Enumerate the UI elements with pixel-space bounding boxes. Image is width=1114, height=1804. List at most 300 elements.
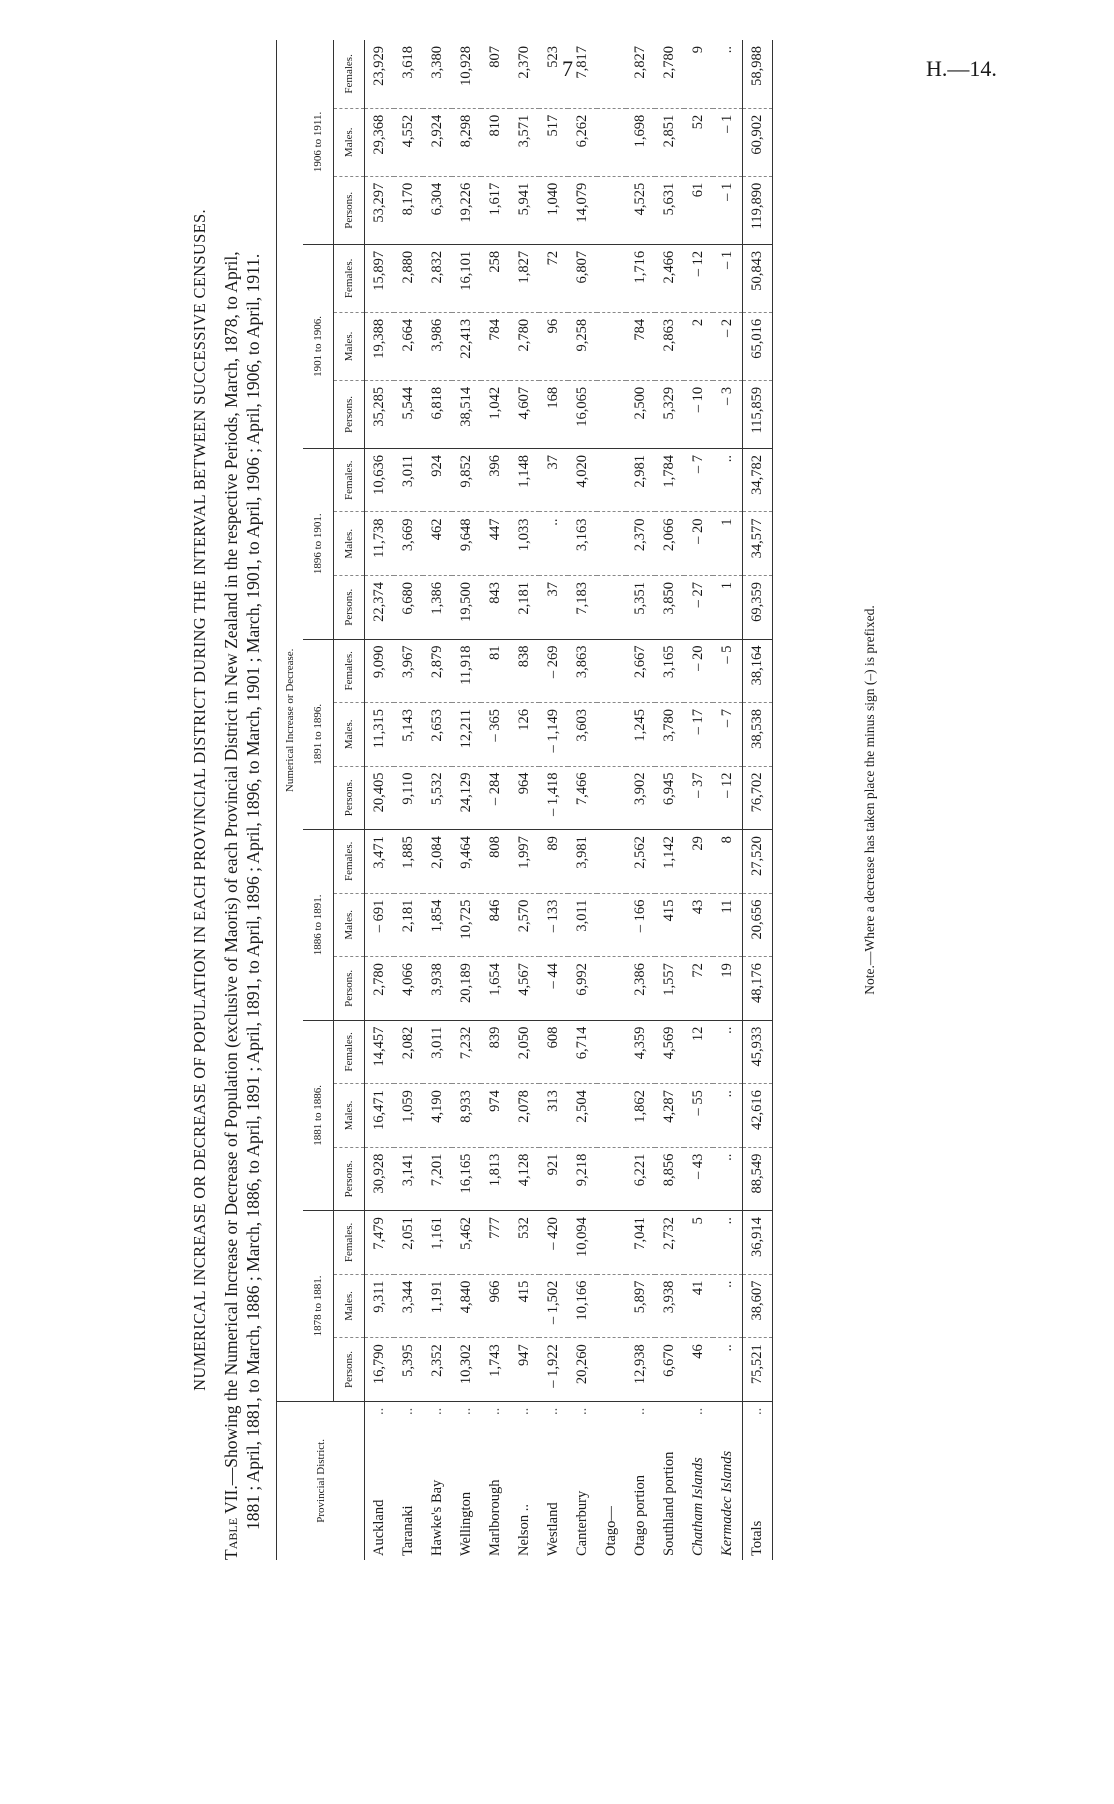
value-cell: 45,933 [743, 1020, 773, 1084]
value-cell: 1,698 [626, 108, 655, 176]
value-cell: 924 [423, 448, 452, 512]
leader-dots: .. [545, 1407, 561, 1415]
district-label: Auckland [371, 1499, 387, 1556]
value-cell: 517 [539, 108, 568, 176]
value-cell: 7,041 [626, 1211, 655, 1275]
value-cell: 2,851 [655, 108, 684, 176]
value-cell: – 1 [713, 176, 743, 244]
value-cell: 784 [481, 312, 510, 380]
caption-line-2: 1881 ; April, 1881, to March, 1886 ; March, 1886, to April, 1891 ; April, 1891, to April, 1896 ; April, 1896, to March, 1901 ; March, 1901, to April, 1906 ; April, 1906, to April, 1911. [243, 253, 263, 1530]
caption-text-1: —Showing the Numerical Increase or Decrease of Population (exclusive of Maoris) of each Provincial District in New Zealand in the respective Periods, March, 1878, to April, [221, 251, 241, 1486]
empty-cell [597, 448, 626, 512]
empty-cell [597, 957, 626, 1021]
empty-cell [597, 1020, 626, 1084]
district-label: Chatham Islands [690, 1457, 706, 1556]
value-cell: 42,616 [743, 1084, 773, 1148]
value-cell: .. [713, 40, 743, 108]
series-code: H.—14. [926, 56, 997, 81]
value-cell: 22,413 [452, 312, 481, 380]
value-cell: 3,471 [365, 830, 395, 894]
value-cell: 22,374 [365, 576, 395, 640]
value-cell: – 1,502 [539, 1274, 568, 1338]
header-males: Males. [334, 312, 365, 380]
empty-cell [597, 1147, 626, 1211]
value-cell: 2 [684, 312, 713, 380]
value-cell: 8 [713, 830, 743, 894]
table-note: Note.—Where a decrease has taken place the minus sign (–) is prefixed. [862, 605, 877, 995]
value-cell: 838 [510, 639, 539, 703]
table-body [365, 40, 773, 1560]
header-males: Males. [334, 1084, 365, 1148]
value-cell: – 7 [684, 448, 713, 512]
value-cell: 2,504 [568, 1084, 597, 1148]
value-cell: 1,654 [481, 957, 510, 1021]
value-cell: 8,298 [452, 108, 481, 176]
district-label: Otago portion [632, 1475, 648, 1556]
value-cell: 7,817 [568, 40, 597, 108]
value-cell: 964 [510, 766, 539, 830]
value-cell: 38,164 [743, 639, 773, 703]
leader-dots: .. [516, 1407, 532, 1415]
district-name [713, 1401, 743, 1560]
value-cell: 808 [481, 830, 510, 894]
value-cell: 9,110 [394, 766, 423, 830]
header-persons: Persons. [334, 1147, 365, 1211]
value-cell: 777 [481, 1211, 510, 1275]
value-cell: 10,928 [452, 40, 481, 108]
value-cell: 4,569 [655, 1020, 684, 1084]
value-cell: 15,897 [365, 244, 395, 312]
value-cell: 16,065 [568, 380, 597, 448]
value-cell: 3,780 [655, 703, 684, 767]
header-period: 1878 to 1881. [303, 1211, 334, 1402]
value-cell: 1,885 [394, 830, 423, 894]
table-row [365, 40, 395, 1560]
value-cell: – 37 [684, 766, 713, 830]
population-table [276, 40, 773, 1560]
value-cell: – 17 [684, 703, 713, 767]
value-cell: 3,380 [423, 40, 452, 108]
value-cell: – 20 [684, 639, 713, 703]
value-cell: 1,033 [510, 512, 539, 576]
empty-cell [597, 1338, 626, 1402]
value-cell: 7,183 [568, 576, 597, 640]
value-cell: 2,352 [423, 1338, 452, 1402]
value-cell: 1,042 [481, 380, 510, 448]
header-males: Males. [334, 1274, 365, 1338]
value-cell: 3,165 [655, 639, 684, 703]
value-cell: 2,051 [394, 1211, 423, 1275]
value-cell: 1,386 [423, 576, 452, 640]
empty-cell [597, 244, 626, 312]
value-cell: 29,368 [365, 108, 395, 176]
value-cell: 12,938 [626, 1338, 655, 1402]
district-name [365, 1401, 395, 1560]
district-name [684, 1401, 713, 1560]
leader-dots: .. [458, 1407, 474, 1415]
value-cell: 2,370 [626, 512, 655, 576]
value-cell: 258 [481, 244, 510, 312]
value-cell: 532 [510, 1211, 539, 1275]
value-cell: 6,670 [655, 1338, 684, 1402]
value-cell: 16,471 [365, 1084, 395, 1148]
value-cell: 2,181 [394, 893, 423, 957]
value-cell: 1,743 [481, 1338, 510, 1402]
value-cell: 3,011 [568, 893, 597, 957]
value-cell: 34,782 [743, 448, 773, 512]
header-persons: Persons. [334, 380, 365, 448]
leader-dots: .. [429, 1407, 445, 1415]
table-row [452, 40, 481, 1560]
empty-cell [597, 893, 626, 957]
district-label: Southland portion [661, 1451, 677, 1556]
header-males: Males. [334, 108, 365, 176]
empty-cell [597, 312, 626, 380]
value-cell: 1 [713, 512, 743, 576]
value-cell: – 691 [365, 893, 395, 957]
value-cell: 29 [684, 830, 713, 894]
value-cell: 2,386 [626, 957, 655, 1021]
value-cell: 1,148 [510, 448, 539, 512]
district-label: Canterbury [574, 1490, 590, 1556]
value-cell: 1,813 [481, 1147, 510, 1211]
value-cell: 5,532 [423, 766, 452, 830]
district-name [423, 1401, 452, 1560]
value-cell: 43 [684, 893, 713, 957]
value-cell: 839 [481, 1020, 510, 1084]
value-cell: 4,607 [510, 380, 539, 448]
value-cell: 1,245 [626, 703, 655, 767]
value-cell: – 1 [713, 108, 743, 176]
value-cell: 6,992 [568, 957, 597, 1021]
value-cell: 2,780 [365, 957, 395, 1021]
value-cell: – 269 [539, 639, 568, 703]
value-cell: 24,129 [452, 766, 481, 830]
district-name [481, 1401, 510, 1560]
district-label: Westland [545, 1502, 561, 1556]
value-cell: 8,933 [452, 1084, 481, 1148]
header-females: Females. [334, 639, 365, 703]
value-cell: 1,854 [423, 893, 452, 957]
leader-dots: .. [749, 1407, 765, 1415]
district-label: Nelson .. [516, 1504, 532, 1556]
header-period: 1886 to 1891. [303, 830, 334, 1021]
value-cell: 1,161 [423, 1211, 452, 1275]
value-cell: 72 [539, 244, 568, 312]
value-cell: 2,780 [510, 312, 539, 380]
header-district: Provincial District. [277, 1401, 365, 1560]
value-cell: 2,181 [510, 576, 539, 640]
empty-cell [597, 108, 626, 176]
district-name [510, 1401, 539, 1560]
value-cell: 9,648 [452, 512, 481, 576]
value-cell: 1,557 [655, 957, 684, 1021]
leader-dots: .. [632, 1407, 648, 1415]
value-cell: .. [713, 448, 743, 512]
value-cell: 1,191 [423, 1274, 452, 1338]
value-cell: 462 [423, 512, 452, 576]
otago-group-label: Otago— [603, 1506, 619, 1556]
value-cell: 9,258 [568, 312, 597, 380]
header-period: 1881 to 1886. [303, 1020, 334, 1211]
value-cell: 20,405 [365, 766, 395, 830]
table-row [626, 40, 655, 1560]
value-cell: 974 [481, 1084, 510, 1148]
value-cell: 9,218 [568, 1147, 597, 1211]
value-cell: – 7 [713, 703, 743, 767]
value-cell: 20,260 [568, 1338, 597, 1402]
empty-cell [597, 1274, 626, 1338]
value-cell: 1 [713, 576, 743, 640]
value-cell: 16,101 [452, 244, 481, 312]
value-cell: 3,902 [626, 766, 655, 830]
value-cell: 1,059 [394, 1084, 423, 1148]
value-cell: 20,189 [452, 957, 481, 1021]
value-cell: 4,567 [510, 957, 539, 1021]
value-cell: 2,780 [655, 40, 684, 108]
value-cell: 8,856 [655, 1147, 684, 1211]
table-row [568, 40, 597, 1560]
value-cell: 7,466 [568, 766, 597, 830]
value-cell: 1,827 [510, 244, 539, 312]
table-caption [220, 40, 264, 1560]
value-cell: 2,832 [423, 244, 452, 312]
value-cell: 16,165 [452, 1147, 481, 1211]
value-cell: 19 [713, 957, 743, 1021]
value-cell: 89 [539, 830, 568, 894]
value-cell: .. [713, 1147, 743, 1211]
value-cell: 3,669 [394, 512, 423, 576]
value-cell: 3,938 [655, 1274, 684, 1338]
value-cell: 3,967 [394, 639, 423, 703]
value-cell: 3,850 [655, 576, 684, 640]
rotated-table-page [190, 40, 910, 1560]
value-cell: 5,143 [394, 703, 423, 767]
value-cell: 10,302 [452, 1338, 481, 1402]
value-cell: – 166 [626, 893, 655, 957]
header-persons: Persons. [334, 957, 365, 1021]
district-name [452, 1401, 481, 1560]
header-persons: Persons. [334, 1338, 365, 1402]
header-period: 1906 to 1911. [303, 40, 334, 244]
header-females: Females. [334, 1211, 365, 1275]
value-cell: .. [713, 1020, 743, 1084]
value-cell: 843 [481, 576, 510, 640]
district-name [394, 1401, 423, 1560]
value-cell: 3,981 [568, 830, 597, 894]
value-cell: 9 [684, 40, 713, 108]
value-cell: 5,462 [452, 1211, 481, 1275]
value-cell: 14,079 [568, 176, 597, 244]
value-cell: 27,520 [743, 830, 773, 894]
value-cell: .. [539, 512, 568, 576]
value-cell: 41 [684, 1274, 713, 1338]
empty-cell [597, 766, 626, 830]
value-cell: 9,090 [365, 639, 395, 703]
value-cell: 415 [655, 893, 684, 957]
value-cell: 2,370 [510, 40, 539, 108]
value-cell: – 1,149 [539, 703, 568, 767]
value-cell: – 27 [684, 576, 713, 640]
value-cell: 37 [539, 448, 568, 512]
value-cell: 4,840 [452, 1274, 481, 1338]
value-cell: 5,631 [655, 176, 684, 244]
leader-dots: .. [371, 1407, 387, 1415]
value-cell: 9,852 [452, 448, 481, 512]
value-cell: 2,562 [626, 830, 655, 894]
value-cell: 46 [684, 1338, 713, 1402]
header-females: Females. [334, 40, 365, 108]
value-cell: – 133 [539, 893, 568, 957]
value-cell: 19,226 [452, 176, 481, 244]
value-cell: 61 [684, 176, 713, 244]
value-cell: 2,981 [626, 448, 655, 512]
header-row-super [277, 40, 304, 1560]
value-cell: 1,617 [481, 176, 510, 244]
value-cell: 11,315 [365, 703, 395, 767]
district-label: Kermadec Islands [719, 1450, 735, 1556]
value-cell: 415 [510, 1274, 539, 1338]
value-cell: – 44 [539, 957, 568, 1021]
value-cell: – 420 [539, 1211, 568, 1275]
value-cell: 2,667 [626, 639, 655, 703]
table-row [713, 40, 743, 1560]
district-name [539, 1401, 568, 1560]
value-cell: 6,262 [568, 108, 597, 176]
value-cell: 10,094 [568, 1211, 597, 1275]
value-cell: – 1,418 [539, 766, 568, 830]
value-cell: 6,807 [568, 244, 597, 312]
value-cell: 3,863 [568, 639, 597, 703]
value-cell: 4,552 [394, 108, 423, 176]
value-cell: 4,525 [626, 176, 655, 244]
value-cell: 9,311 [365, 1274, 395, 1338]
value-cell: – 2 [713, 312, 743, 380]
value-cell: 10,725 [452, 893, 481, 957]
header-numerical-increase: Numerical Increase or Decrease. [277, 40, 304, 1401]
value-cell: 2,664 [394, 312, 423, 380]
value-cell: 921 [539, 1147, 568, 1211]
value-cell: 37 [539, 576, 568, 640]
value-cell: 5,897 [626, 1274, 655, 1338]
empty-cell [597, 512, 626, 576]
value-cell: 7,201 [423, 1147, 452, 1211]
header-females: Females. [334, 244, 365, 312]
value-cell: – 1 [713, 244, 743, 312]
district-name [568, 1401, 597, 1560]
value-cell: 48,176 [743, 957, 773, 1021]
value-cell: – 5 [713, 639, 743, 703]
value-cell: 7,232 [452, 1020, 481, 1084]
value-cell: 23,929 [365, 40, 395, 108]
value-cell: 1,716 [626, 244, 655, 312]
value-cell: 2,924 [423, 108, 452, 176]
leader-dots: .. [574, 1407, 590, 1415]
empty-cell [597, 639, 626, 703]
value-cell: 4,359 [626, 1020, 655, 1084]
header-persons: Persons. [334, 766, 365, 830]
value-cell: 313 [539, 1084, 568, 1148]
header-males: Males. [334, 893, 365, 957]
value-cell: 38,538 [743, 703, 773, 767]
value-cell: 4,190 [423, 1084, 452, 1148]
value-cell: 126 [510, 703, 539, 767]
value-cell: 9,464 [452, 830, 481, 894]
district-label: Wellington [458, 1491, 474, 1556]
header-period: 1891 to 1896. [303, 639, 334, 830]
value-cell: 3,986 [423, 312, 452, 380]
value-cell: 10,166 [568, 1274, 597, 1338]
value-cell: 11,738 [365, 512, 395, 576]
value-cell: 1,142 [655, 830, 684, 894]
value-cell: 1,040 [539, 176, 568, 244]
value-cell: 3,141 [394, 1147, 423, 1211]
value-cell: 6,714 [568, 1020, 597, 1084]
value-cell: 608 [539, 1020, 568, 1084]
leader-dots: .. [400, 1407, 416, 1415]
otago-group-row [597, 40, 626, 1560]
table-row [684, 40, 713, 1560]
value-cell: 2,863 [655, 312, 684, 380]
district-label: Taranaki [400, 1505, 416, 1556]
header-row-periods [303, 40, 334, 1560]
value-cell: 1,862 [626, 1084, 655, 1148]
value-cell: 846 [481, 893, 510, 957]
value-cell: 2,050 [510, 1020, 539, 1084]
value-cell: 2,500 [626, 380, 655, 448]
value-cell: 4,287 [655, 1084, 684, 1148]
value-cell: – 284 [481, 766, 510, 830]
value-cell: 88,549 [743, 1147, 773, 1211]
header-period: 1901 to 1906. [303, 244, 334, 448]
value-cell: 75,521 [743, 1338, 773, 1402]
value-cell: 10,636 [365, 448, 395, 512]
table-title: NUMERICAL INCREASE OR DECREASE OF POPULATION IN EACH PROVINCIAL DISTRICT DURING THE INTERVAL BETWEEN SUCCESSIVE CENSUSES. [190, 209, 209, 1391]
empty-cell [597, 1084, 626, 1148]
value-cell: .. [713, 1338, 743, 1402]
value-cell: 38,607 [743, 1274, 773, 1338]
value-cell: 72 [684, 957, 713, 1021]
value-cell: 115,859 [743, 380, 773, 448]
district-name [626, 1401, 655, 1560]
value-cell: 3,938 [423, 957, 452, 1021]
value-cell: 5,395 [394, 1338, 423, 1402]
value-cell: 96 [539, 312, 568, 380]
value-cell: 523 [539, 40, 568, 108]
table-row [481, 40, 510, 1560]
value-cell: 2,653 [423, 703, 452, 767]
value-cell: 6,818 [423, 380, 452, 448]
value-cell: 3,603 [568, 703, 597, 767]
value-cell: 5 [684, 1211, 713, 1275]
value-cell: 36,914 [743, 1211, 773, 1275]
value-cell: 2,827 [626, 40, 655, 108]
value-cell: 4,020 [568, 448, 597, 512]
table-row [655, 40, 684, 1560]
value-cell: 11,918 [452, 639, 481, 703]
value-cell: – 10 [684, 380, 713, 448]
value-cell: 947 [510, 1338, 539, 1402]
value-cell: 69,359 [743, 576, 773, 640]
value-cell: 2,066 [655, 512, 684, 576]
value-cell: – 365 [481, 703, 510, 767]
district-name [655, 1401, 684, 1560]
district-label: Totals [749, 1520, 765, 1556]
value-cell: 6,945 [655, 766, 684, 830]
value-cell: 7,479 [365, 1211, 395, 1275]
header-males: Males. [334, 703, 365, 767]
header-persons: Persons. [334, 576, 365, 640]
